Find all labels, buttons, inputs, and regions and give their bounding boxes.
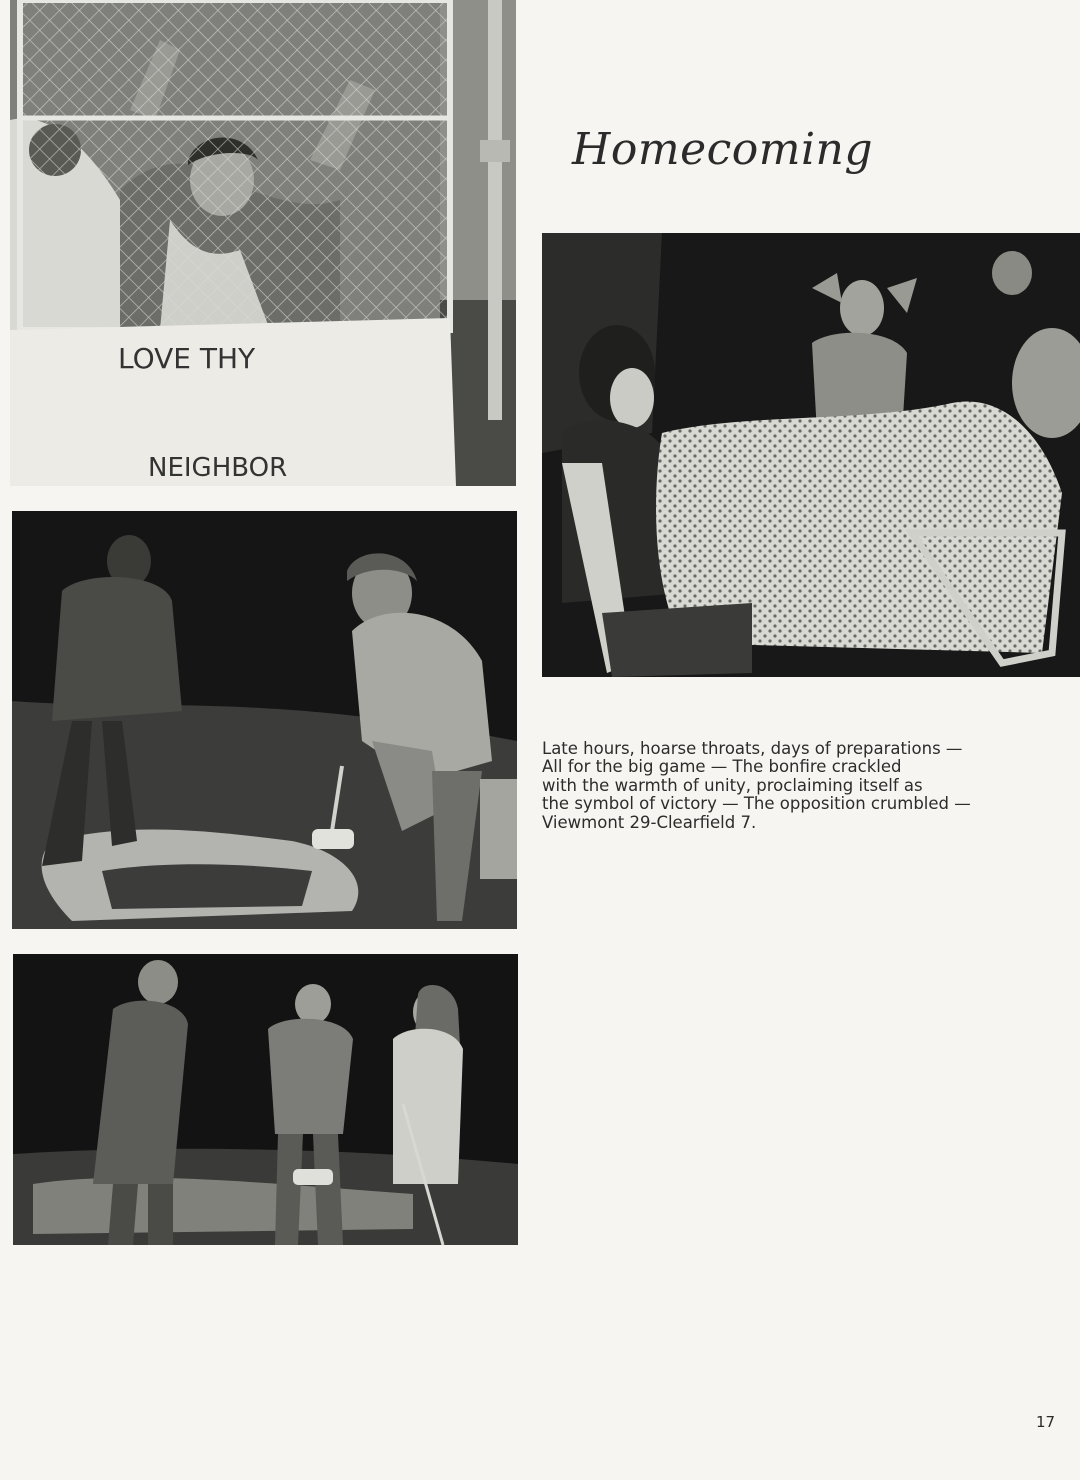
photo-night-painting-2 xyxy=(13,954,518,1245)
sign-text-line-1: LOVE THY xyxy=(118,342,256,375)
dunk-tank-image xyxy=(10,0,516,486)
caption-line: with the warmth of unity, proclaiming itself as xyxy=(542,775,923,795)
caption-line: Viewmont 29-Clearfield 7. xyxy=(542,812,757,832)
night-painting-image-1 xyxy=(12,511,517,929)
sign-text-line-2: NEIGHBOR xyxy=(148,453,288,483)
caption-line: the symbol of victory — The opposition crumbled — xyxy=(542,794,971,814)
caption-line: All for the big game — The bonfire crackled xyxy=(542,757,902,777)
photo-night-painting-1 xyxy=(12,511,517,929)
bonfire-crowd-image xyxy=(542,233,1080,677)
night-painting-image-2 xyxy=(13,954,518,1245)
photo-bonfire-crowd xyxy=(542,233,1080,677)
page-title: Homecoming xyxy=(572,124,874,175)
photo-dunk-tank xyxy=(10,0,516,486)
photo-caption xyxy=(542,740,1022,832)
page-number: 17 xyxy=(1036,1413,1056,1431)
caption-line: Late hours, hoarse throats, days of preparations — xyxy=(542,739,963,758)
